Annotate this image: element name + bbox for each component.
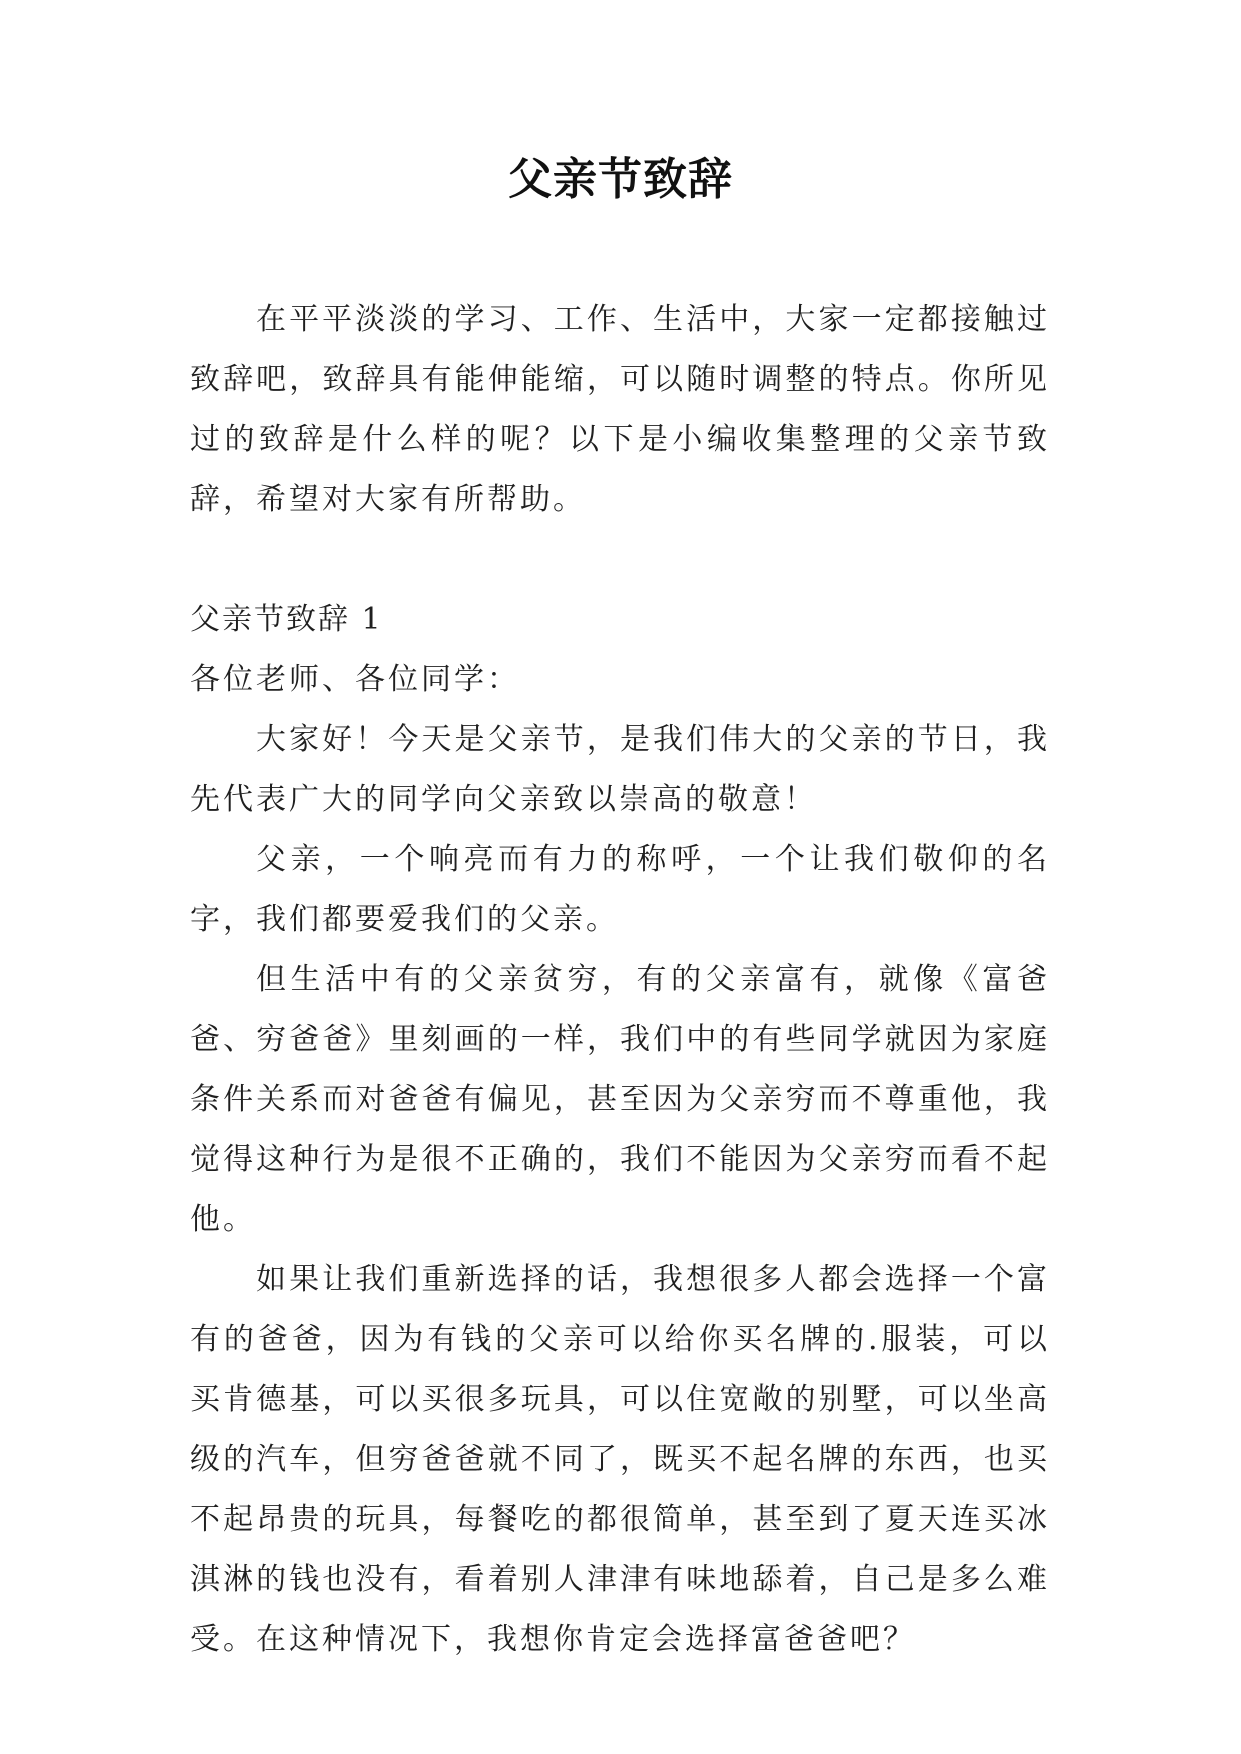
document-title: 父亲节致辞 [508,154,733,205]
document-body [190,290,1050,1670]
body-paragraph-2: 父亲，一个响亮而有力的称呼，一个让我们敬仰的名字，我们都要爱我们的父亲。 [190,842,1050,937]
body-paragraph-4: 如果让我们重新选择的话，我想很多人都会选择一个富有的爸爸，因为有钱的父亲可以给你买名牌的.服装，可以买肯德基，可以买很多玩具，可以住宽敞的别墅，可以坐高级的汽车，但穷爸爸就不同了，既买不起名牌的东西，也买不起昂贵的玩具，每餐吃的都很简单，甚至到了夏天连买冰淇淋的钱也没有，看着别人津津有味地舔着，自己是多么难受。在这种情况下，我想你肯定会选择富爸爸吧？ [190,1262,1050,1657]
intro-paragraph: 在平平淡淡的学习、工作、生活中，大家一定都接触过致辞吧，致辞具有能伸能缩，可以随时调整的特点。你所见过的致辞是什么样的呢？以下是小编收集整理的父亲节致辞，希望对大家有所帮助。 [190,302,1050,517]
body-paragraph-3: 但生活中有的父亲贫穷，有的父亲富有，就像《富爸爸、穷爸爸》里刻画的一样，我们中的有些同学就因为家庭条件关系而对爸爸有偏见，甚至因为父亲穷而不尊重他，我觉得这种行为是很不正确的，我们不能因为父亲穷而看不起他。 [190,962,1050,1237]
paragraph-spacer [190,530,1050,590]
body-paragraph-1: 大家好！今天是父亲节，是我们伟大的父亲的节日，我先代表广大的同学向父亲致以崇高的敬意！ [190,722,1050,817]
salutation: 各位老师、各位同学： [190,662,520,697]
section-heading: 父亲节致辞 1 [190,602,383,637]
